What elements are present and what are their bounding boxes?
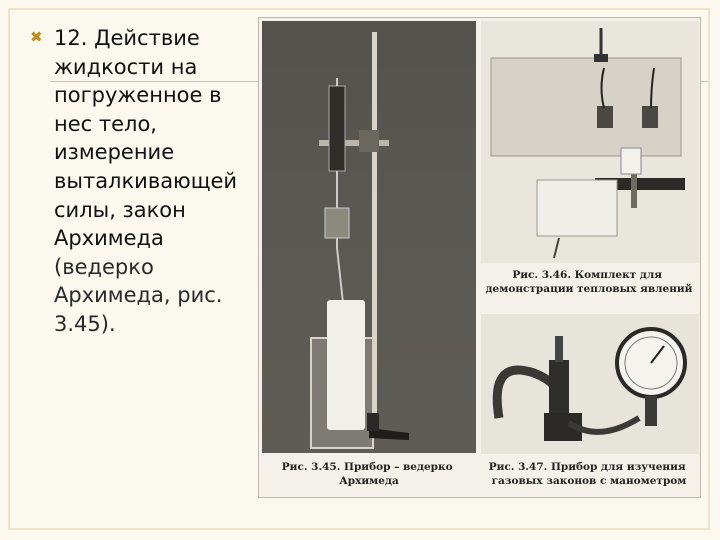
caption-345-line1: Рис. 3.45. Прибор – ведерко: [281, 461, 453, 473]
caption-345: [282, 461, 456, 487]
scanned-figure: [258, 17, 701, 498]
gas-law-device-photo: [481, 314, 699, 454]
slide-text-parenthetical: (ведерко Архимеда, рис. 3.45).: [54, 254, 223, 336]
caption-346: [486, 269, 693, 295]
archimedes-bucket-photo: [262, 21, 476, 453]
caption-346-line2: демонстрации тепловых явлений: [485, 283, 693, 295]
caption-347-line2: газовых законов с манометром: [491, 475, 687, 487]
caption-345-line2: Архимеда: [339, 475, 399, 487]
caption-346-line1: Рис. 3.46. Комплект для: [512, 269, 662, 281]
x-bullet-icon: ✖: [30, 28, 43, 46]
caption-347-line1: Рис. 3.47. Прибор для изучения: [488, 461, 686, 473]
caption-347: [489, 461, 690, 487]
slide-text: [54, 24, 264, 339]
thermal-kit-photo: [481, 21, 699, 263]
slide-text-main: 12. Действие жидкости на погруженное в нес тело, измерение выталкивающей силы, закон Архимеда: [54, 26, 238, 251]
